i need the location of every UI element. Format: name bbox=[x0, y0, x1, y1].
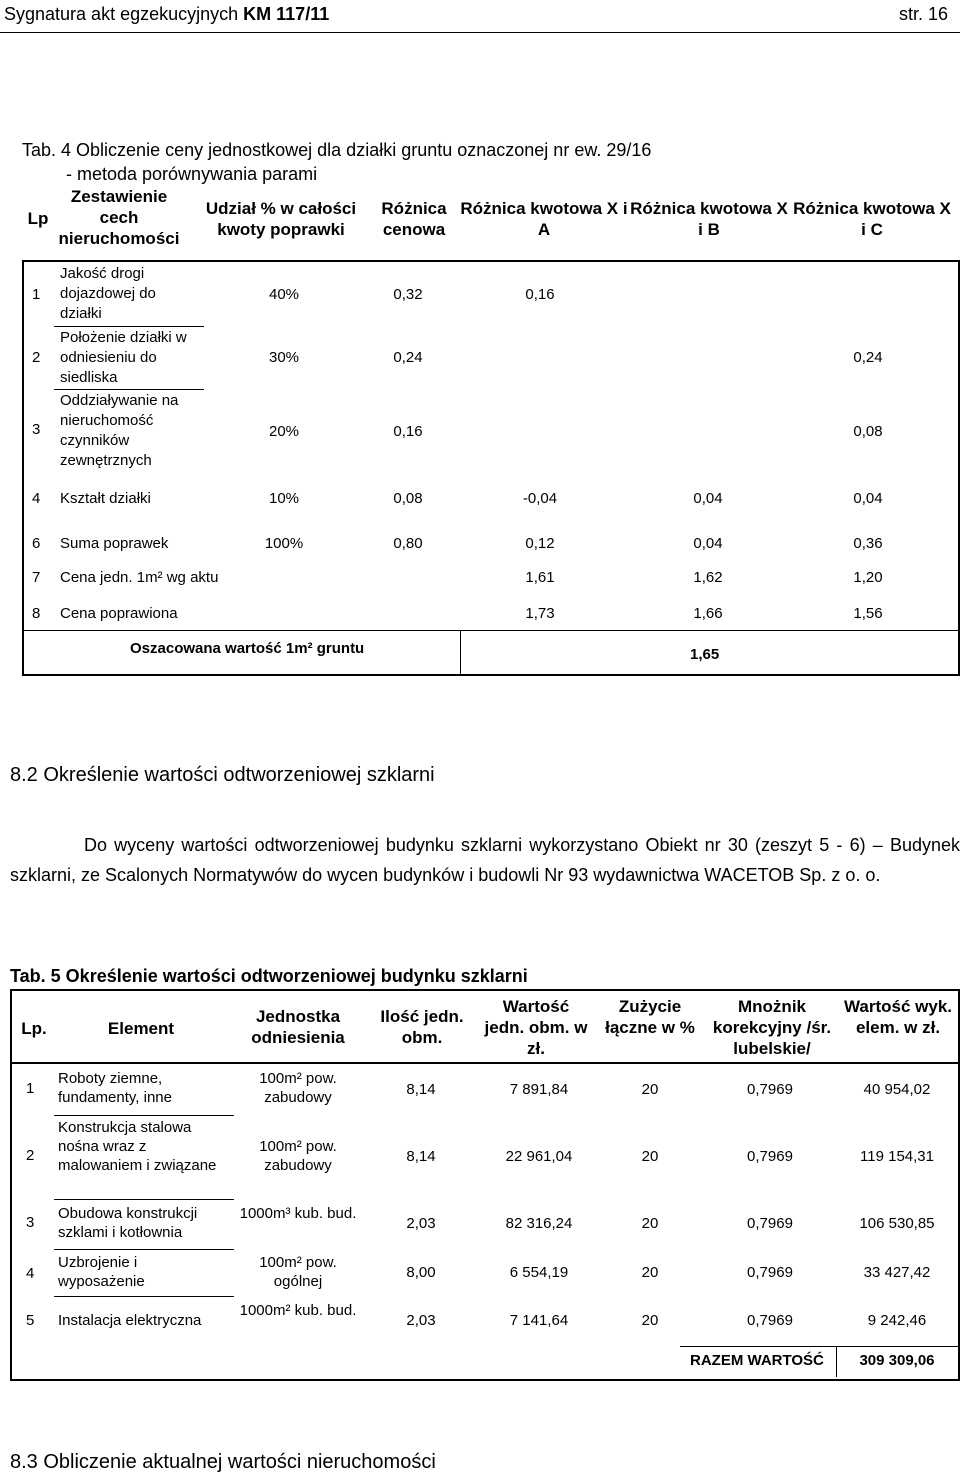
t5-row3-value: 106 530,85 bbox=[859, 1215, 935, 1232]
t4-row2-diff: 0,24 bbox=[393, 349, 423, 366]
t5-row4-unit: 100m² pow. ogólnej bbox=[259, 1254, 337, 1290]
t4-row4-share: 10% bbox=[268, 490, 300, 507]
t4-row3-share: 20% bbox=[268, 423, 300, 440]
t5-row3-qty: 2,03 bbox=[406, 1215, 436, 1232]
t5-header-qty: Ilość jedn. obm. bbox=[380, 1007, 464, 1047]
t5-row1-divider bbox=[54, 1115, 234, 1116]
t4-header-xa: Różnica kwotowa X i A bbox=[460, 199, 628, 239]
t4-row6-lp: 6 bbox=[32, 535, 41, 552]
t4-row8-lp: 8 bbox=[32, 605, 41, 622]
t4-row7-feature: Cena jedn. 1m² wg aktu bbox=[60, 569, 219, 586]
t5-row1-lp: 1 bbox=[26, 1080, 35, 1097]
t4-row3-lp: 3 bbox=[32, 421, 41, 438]
t5-row2-multiplier: 0,7969 bbox=[747, 1148, 793, 1165]
page-header bbox=[0, 0, 960, 36]
t4-row1-share: 40% bbox=[268, 286, 300, 303]
t5-row5-value: 9 242,46 bbox=[867, 1312, 927, 1329]
t5-row4-element: Uzbrojenie i wyposażenie bbox=[58, 1254, 145, 1290]
t5-row4-value: 33 427,42 bbox=[863, 1264, 931, 1281]
t5-header-rule bbox=[10, 1062, 960, 1064]
t5-row2-lp: 2 bbox=[26, 1147, 35, 1164]
t5-row5-wear: 20 bbox=[641, 1312, 659, 1329]
t4-row8-xa: 1,73 bbox=[525, 605, 555, 622]
t4-row8-feature: Cena poprawiona bbox=[60, 605, 178, 622]
t5-total-value: 309 309,06 bbox=[859, 1352, 935, 1369]
t5-row5-qty: 2,03 bbox=[406, 1312, 436, 1329]
t4-row7-lp: 7 bbox=[32, 569, 41, 586]
t5-row1-qty: 8,14 bbox=[406, 1081, 436, 1098]
t4-row7-xc: 1,20 bbox=[853, 569, 883, 586]
t4-row6-diff: 0,80 bbox=[393, 535, 423, 552]
t5-row5-element: Instalacja elektryczna bbox=[58, 1312, 202, 1329]
t4-estimated-value: 1,65 bbox=[690, 646, 720, 663]
t5-row1-unit: 100m² pow. zabudowy bbox=[259, 1070, 337, 1106]
t4-row4-xb: 0,04 bbox=[693, 490, 723, 507]
t5-row4-divider bbox=[54, 1296, 234, 1297]
t4-header-xc: Różnica kwotowa X i C bbox=[793, 199, 951, 239]
t5-header-multiplier: Mnożnik korekcyjny /śr. lubelskie/ bbox=[712, 997, 832, 1058]
t4-header-diff: Różnica cenowa bbox=[381, 199, 447, 239]
t5-row2-value: 119 154,31 bbox=[860, 1148, 934, 1165]
t5-row3-wear: 20 bbox=[641, 1215, 659, 1232]
t5-header-unit-value: Wartość jedn. obm. w zł. bbox=[484, 997, 588, 1058]
table4-title bbox=[22, 138, 651, 186]
case-signature bbox=[4, 4, 329, 25]
section-8-2-paragraph bbox=[10, 830, 960, 890]
page-number: str. 16 bbox=[898, 4, 948, 24]
t4-row6-share: 100% bbox=[264, 535, 304, 552]
t5-row4-unit-value: 6 554,19 bbox=[509, 1264, 569, 1281]
t5-row5-unit-value: 7 141,64 bbox=[509, 1312, 569, 1329]
t5-row5-multiplier: 0,7969 bbox=[747, 1312, 793, 1329]
t4-row6-xb: 0,04 bbox=[693, 535, 723, 552]
t5-total-rule bbox=[680, 1346, 958, 1347]
t5-row3-lp: 3 bbox=[26, 1214, 35, 1231]
t5-row4-multiplier: 0,7969 bbox=[747, 1264, 793, 1281]
t4-row2-share: 30% bbox=[268, 349, 300, 366]
t4-row1-feature: Jakość drogi dojazdowej do działki bbox=[60, 265, 156, 322]
table5-title: Tab. 5 Określenie wartości odtworzeniowej budynku szklarni bbox=[10, 966, 528, 986]
t4-row2-xc: 0,24 bbox=[853, 349, 883, 366]
t4-row3-diff: 0,16 bbox=[393, 423, 423, 440]
t4-summary-rule bbox=[24, 630, 958, 631]
table4-title-line1: Tab. 4 Obliczenie ceny jednostkowej dla działki gruntu oznaczonej nr ew. 29/16 bbox=[22, 140, 652, 160]
t5-header-unit: Jednostka odniesienia bbox=[251, 1007, 345, 1047]
t5-row2-element: Konstrukcja stalowa nośna wraz z malowaniem i związane bbox=[58, 1119, 217, 1174]
t5-total-label: RAZEM WARTOŚĆ bbox=[690, 1352, 824, 1369]
t4-row6-xa: 0,12 bbox=[525, 535, 555, 552]
t5-row2-divider bbox=[54, 1199, 234, 1200]
t4-header-lp: Lp bbox=[27, 209, 49, 228]
t4-row3-xc: 0,08 bbox=[853, 423, 883, 440]
t4-row1-xa: 0,16 bbox=[525, 286, 555, 303]
t5-row1-multiplier: 0,7969 bbox=[747, 1081, 793, 1098]
t4-row2-feature: Położenie działki w odniesieniu do siedliska bbox=[60, 329, 187, 386]
t5-row3-unit: 1000m³ kub. bud. bbox=[239, 1205, 357, 1222]
t5-row3-element: Obudowa konstrukcji szklami i kotłownia bbox=[58, 1205, 198, 1241]
t5-row1-unit-value: 7 891,84 bbox=[509, 1081, 569, 1098]
t5-row2-qty: 8,14 bbox=[406, 1148, 436, 1165]
t4-row4-diff: 0,08 bbox=[393, 490, 423, 507]
signature-prefix: Sygnatura akt egzekucyjnych bbox=[4, 4, 239, 24]
t4-row1-diff: 0,32 bbox=[393, 286, 423, 303]
t5-row5-unit: 1000m² kub. bud. bbox=[239, 1302, 357, 1319]
t5-row2-unit: 100m² pow. zabudowy bbox=[259, 1138, 337, 1174]
t4-row1-divider bbox=[54, 326, 204, 327]
t4-summary-divider bbox=[460, 630, 461, 676]
table4-title-line2: - metoda porównywania parami bbox=[66, 164, 318, 184]
header-rule bbox=[0, 32, 960, 33]
section-8-2-heading: 8.2 Określenie wartości odtworzeniowej szklarni bbox=[10, 764, 435, 786]
t5-header-lp: Lp. bbox=[21, 1019, 47, 1038]
t4-row4-lp: 4 bbox=[32, 490, 41, 507]
t5-header-element: Element bbox=[107, 1019, 175, 1038]
t5-row1-value: 40 954,02 bbox=[863, 1081, 931, 1098]
t4-row8-xb: 1,66 bbox=[693, 605, 723, 622]
t4-row8-xc: 1,56 bbox=[853, 605, 883, 622]
t4-estimated-label: Oszacowana wartość 1m² gruntu bbox=[130, 640, 365, 657]
t4-header-xb: Różnica kwotowa X i B bbox=[630, 199, 788, 239]
t4-row7-xb: 1,62 bbox=[693, 569, 723, 586]
section-8-3-heading: 8.3 Obliczenie aktualnej wartości nieruchomości bbox=[10, 1451, 436, 1473]
t4-row7-xa: 1,61 bbox=[525, 569, 555, 586]
t5-row3-divider bbox=[54, 1249, 234, 1250]
t5-total-divider bbox=[836, 1346, 837, 1377]
t4-row3-feature: Oddziaływanie na nieruchomość czynników zewnętrznych bbox=[60, 392, 179, 469]
t5-row2-wear: 20 bbox=[641, 1148, 659, 1165]
t5-row4-wear: 20 bbox=[641, 1264, 659, 1281]
t4-row2-lp: 2 bbox=[32, 349, 41, 366]
t4-row4-feature: Kształt działki bbox=[60, 490, 151, 507]
section-8-2-text: Do wyceny wartości odtworzeniowej budynku szklarni wykorzystano Obiekt nr 30 (zeszyt 5 - 6) – Budynek szklarni, ze Scalonych Normatywów do wycen budynków i budowli Nr 93 wydawnictwa WACETOB Sp. z o. o. bbox=[10, 835, 960, 885]
t5-row2-unit-value: 22 961,04 bbox=[505, 1148, 573, 1165]
t4-header-features: Zestawienie cech nieruchomości bbox=[58, 187, 180, 248]
t4-row4-xc: 0,04 bbox=[853, 490, 883, 507]
t5-row4-lp: 4 bbox=[26, 1265, 35, 1282]
t5-row5-lp: 5 bbox=[26, 1312, 35, 1329]
t4-row4-xa: -0,04 bbox=[522, 490, 558, 507]
t4-header-share: Udział % w całości kwoty poprawki bbox=[205, 199, 357, 239]
t5-row3-unit-value: 82 316,24 bbox=[505, 1215, 573, 1232]
t4-row6-feature: Suma poprawek bbox=[60, 535, 169, 552]
t4-row2-divider bbox=[54, 389, 204, 390]
t5-row4-qty: 8,00 bbox=[406, 1264, 436, 1281]
t5-row3-multiplier: 0,7969 bbox=[747, 1215, 793, 1232]
t4-row1-lp: 1 bbox=[32, 286, 41, 303]
t5-row1-wear: 20 bbox=[641, 1081, 659, 1098]
t4-row6-xc: 0,36 bbox=[853, 535, 883, 552]
signature-value: KM 117/11 bbox=[243, 4, 330, 24]
t5-row1-element: Roboty ziemne, fundamenty, inne bbox=[58, 1070, 172, 1106]
t5-header-value: Wartość wyk. elem. w zł. bbox=[843, 997, 953, 1037]
t5-header-wear: Zużycie łączne w % bbox=[605, 997, 695, 1037]
